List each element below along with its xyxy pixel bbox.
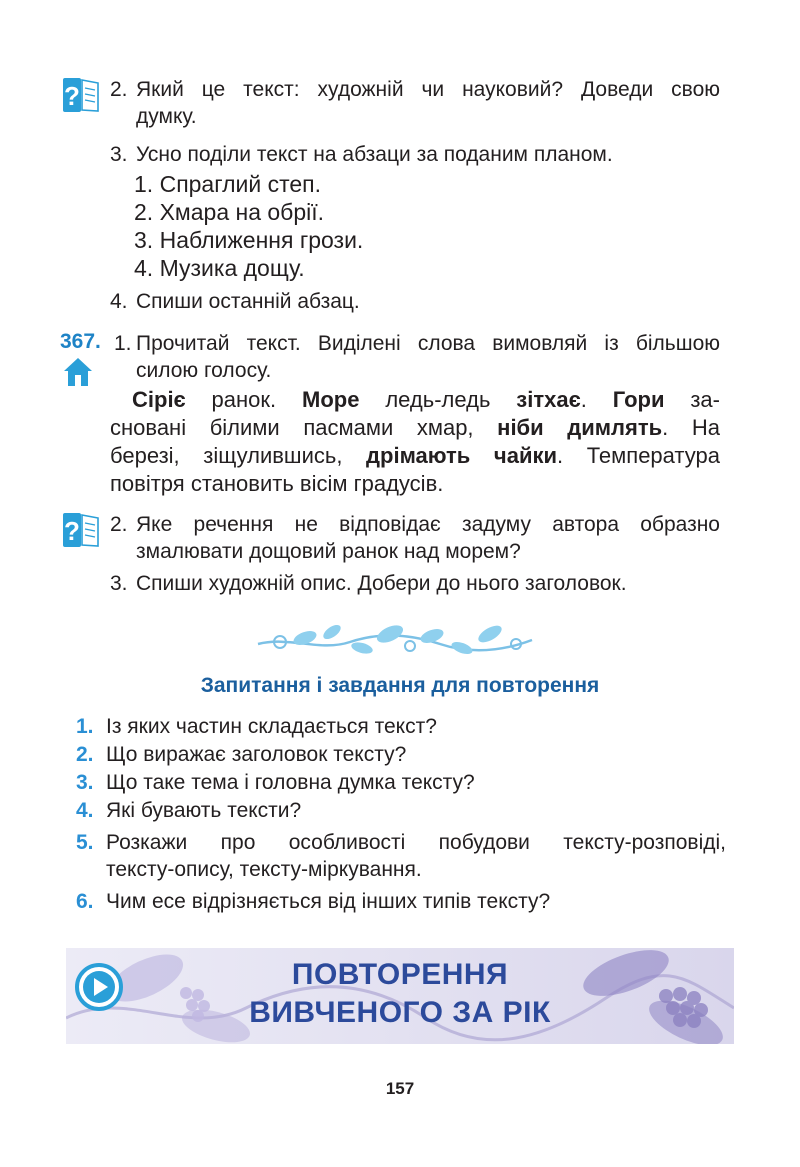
plan-item: 2. Хмара на обрії. [134,199,325,225]
task-2-line1: Яке речення не відповідає задуму автора образно [136,513,720,536]
question-3-number: 3. [110,143,128,166]
review-list [76,713,726,915]
homework-house-icon [62,356,94,388]
list-item: 6. Чим есе відрізняється від інших типів тексту? [76,890,551,913]
question-3-text: Усно поділи текст на абзаци за поданим планом. [136,143,613,166]
plan-item: 3. Наближення грози. [134,227,364,253]
section-banner [66,948,734,1044]
question-4-number: 4. [110,290,128,313]
banner-title-line1: ПОВТОРЕННЯ [291,958,509,991]
question-2-line2: думку. [136,105,197,128]
banner-title [66,956,734,1032]
svg-text:?: ? [64,516,80,546]
question-4-text: Спиши останній абзац. [136,290,360,313]
task-1-line2: силою голосу. [136,359,272,382]
list-item: 2. Що виражає заголовок тексту? [76,743,407,766]
list-item: 1. Із яких частин складається текст? [76,715,437,738]
task-2-number: 2. [110,513,128,536]
question-2-line1: Який це текст: художній чи науковий? Доведи свою [136,78,720,101]
list-item: 5. Розкажи про особливості побудови тексту-розповіді, тексту-опису, тексту-міркування. [76,831,726,881]
task-1-line1: Прочитай текст. Виділені слова вимовляй із більшою [136,332,720,355]
page-number: 157 [385,1079,415,1098]
exercise-number: 367. [60,330,101,353]
passage-line: Сіріє ранок. Море ледь-ледь зітхає. Гори за- [132,387,720,412]
banner-title-line2: ВИВЧЕНОГО ЗА РІК [249,996,551,1029]
svg-text:?: ? [64,81,80,111]
task-2-line2: змалювати дощовий ранок над морем? [136,540,521,563]
task-1-number: 1. [114,332,132,355]
plan-item: 4. Музика дощу. [134,255,305,281]
task-3-number: 3. [110,572,128,595]
plan-list [134,170,363,282]
list-item: 4. Які бувають тексти? [76,799,302,822]
section-heading: Запитання і завдання для повторення [200,674,600,697]
plan-item: 1. Спраглий степ. [134,171,322,197]
passage-line: повітря становить вісім градусів. [110,471,444,496]
passage-line: березі, зіщулившись, дрімають чайки. Температура [110,443,720,468]
question-book-icon [62,512,100,548]
task-3-text: Спиши художній опис. Добери до нього заголовок. [136,572,627,595]
ornament-divider [250,618,540,658]
passage [110,386,720,498]
question-book-icon [62,77,100,113]
passage-line: сновані білими пасмами хмар, ніби димлять. На [110,415,720,440]
question-2-number: 2. [110,78,128,101]
list-item: 3. Що таке тема і головна думка тексту? [76,771,475,794]
